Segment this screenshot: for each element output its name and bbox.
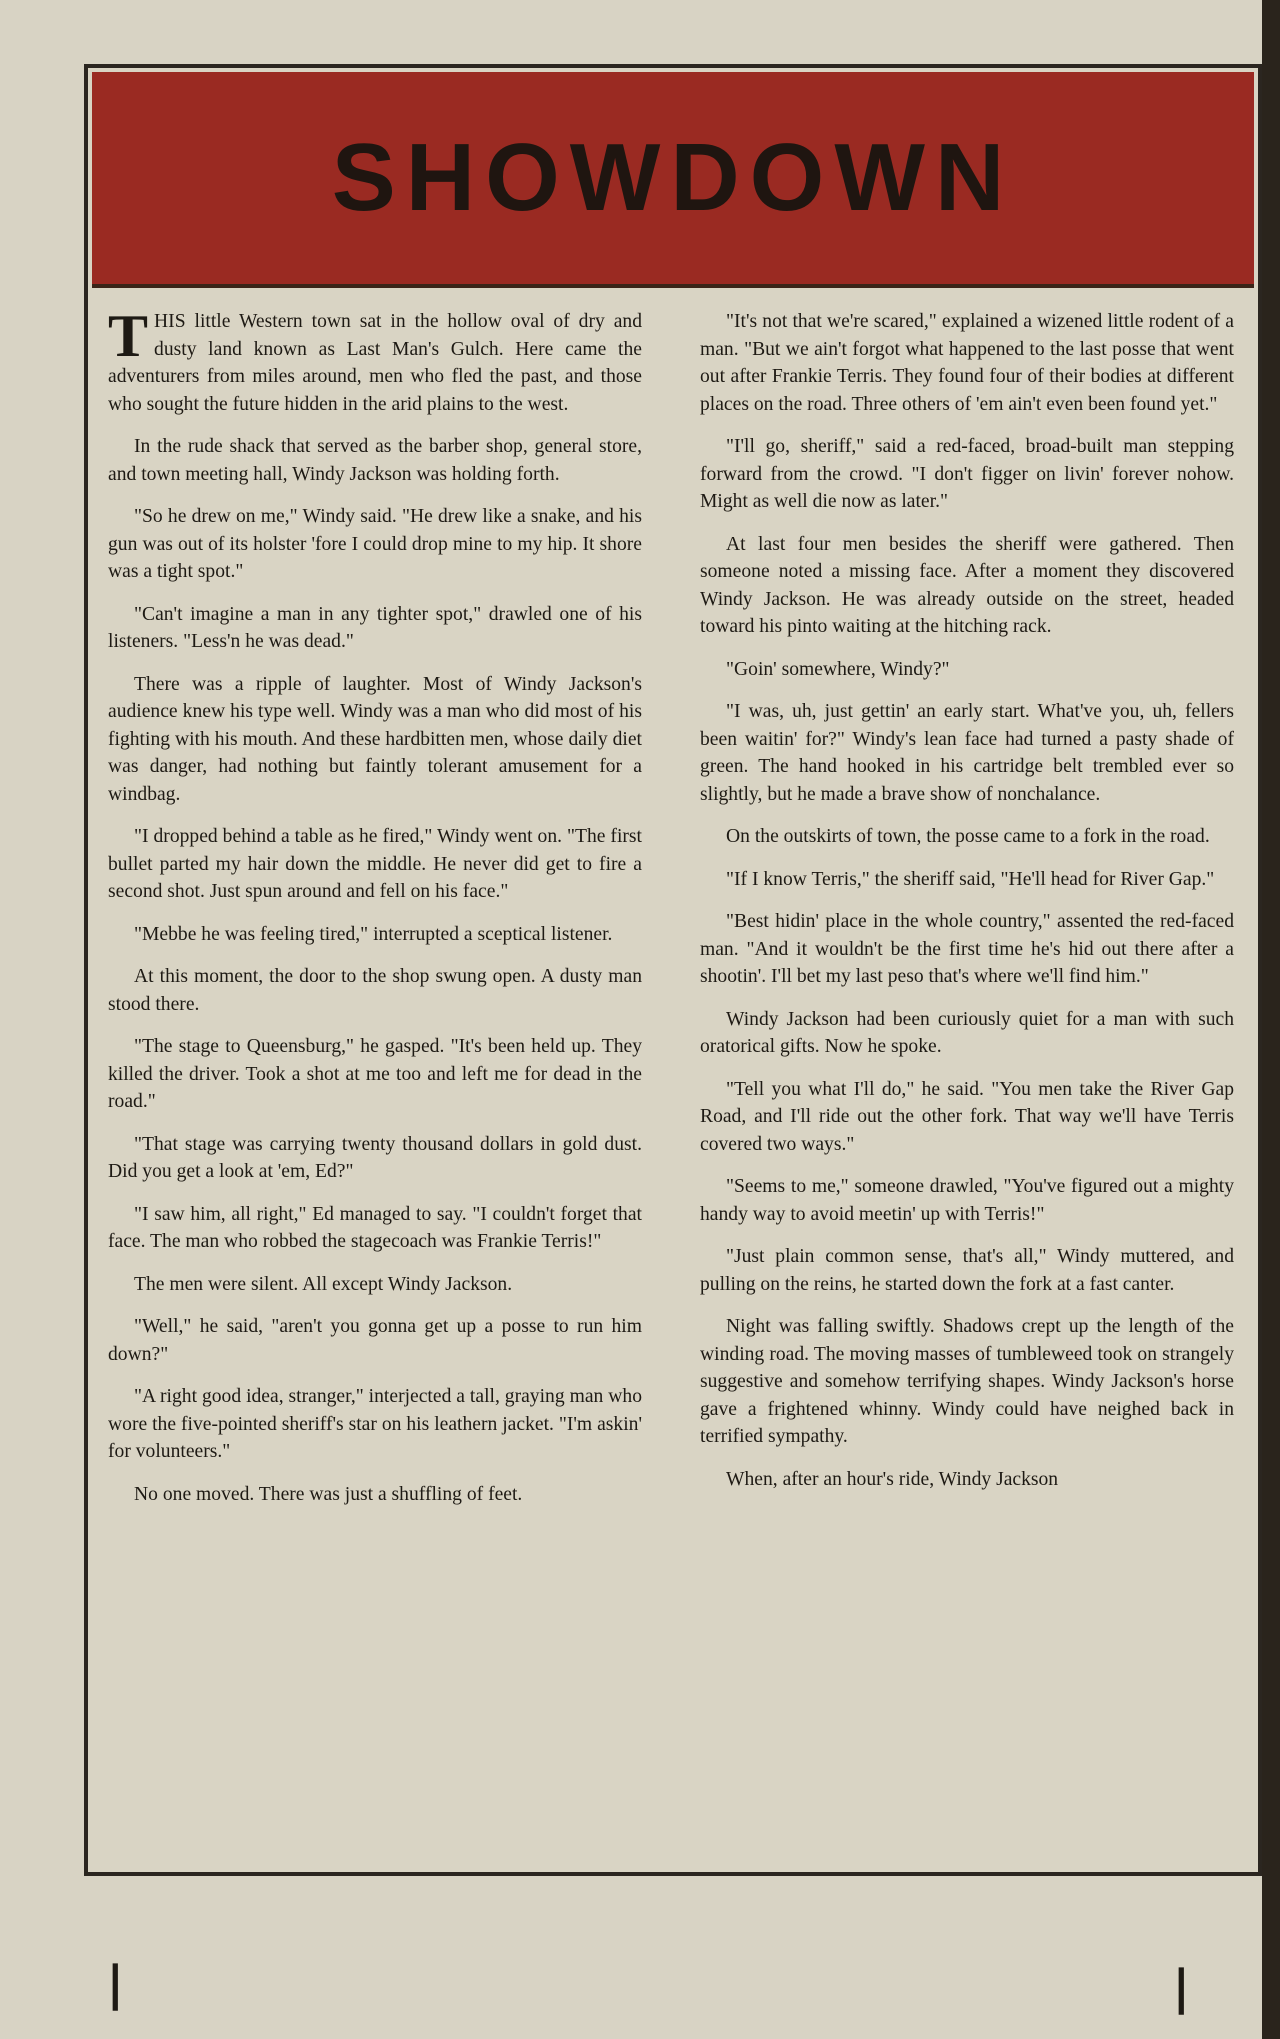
paragraph: "Well," he said, "aren't you gonna get up a posse to run him down?" xyxy=(108,1316,642,1365)
page-edge-shadow xyxy=(1262,0,1280,2039)
paragraph: In the rude shack that served as the barber shop, general store, and town meeting hall, Windy Jackson was holding forth. xyxy=(108,436,642,485)
paragraph: "I'll go, sheriff," said a red-faced, broad-built man stepping forward from the crowd. "I don't figger on livin' forever nohow. Might as well die now as later." xyxy=(700,436,1234,512)
paragraph: "Best hidin' place in the whole country," assented the red-faced man. "And it wouldn't be the first time he's hid out there after a shootin'. I'll bet my last peso that's where we'll find him." xyxy=(700,911,1234,987)
paragraph: "I dropped behind a table as he fired," Windy went on. "The first bullet parted my hair down the middle. He never did get to fire a second shot. Just spun around and fell on his face." xyxy=(108,826,642,902)
paragraph-text: HIS little Western town sat in the hollow oval of dry and dusty land known as Last Man's Gulch. Here came the adventurers from miles around, men who fled the past, and those who sought the future hidden in the arid plains to the west. xyxy=(108,311,642,415)
paragraph: "Mebbe he was feeling tired," interrupted a sceptical listener. xyxy=(134,923,613,945)
paragraph: No one moved. There was just a shuffling of feet. xyxy=(134,1483,523,1505)
paragraph: Windy Jackson had been curiously quiet for a man with such oratorical gifts. Now he spoke. xyxy=(700,1008,1234,1057)
paragraph: There was a ripple of laughter. Most of Windy Jackson's audience knew his type well. Windy was a man who did most of his fighting with his mouth. And these hardbitten men, whose daily diet was danger, had nothing but faintly tolerant amusement for a windbag. xyxy=(108,673,642,805)
margin-mark-right: ❘ xyxy=(1162,1962,1201,2013)
paragraph: "It's not that we're scared," explained a wizened little rodent of a man. "But we ain't forgot what happened to the last posse that went out after Frankie Terris. They found four of their bodies at different places on the road. Three others of 'em ain't even been found yet." xyxy=(700,311,1234,415)
paragraph: At this moment, the door to the shop swung open. A dusty man stood there. xyxy=(108,966,642,1015)
paragraph: "Can't imagine a man in any tighter spot," drawled one of his listeners. "Less'n he was dead." xyxy=(108,603,642,652)
title-banner xyxy=(92,72,1254,288)
paragraph: At last four men besides the sheriff were gathered. Then someone noted a missing face. After a moment they discovered Windy Jackson. He was already outside on the street, headed toward his pinto waiting at the hitching rack. xyxy=(700,533,1234,637)
right-column xyxy=(700,308,1234,1856)
paragraph: "If I know Terris," the sheriff said, "He'll head for River Gap." xyxy=(726,868,1215,890)
paragraph: "Just plain common sense, that's all," Windy muttered, and pulling on the reins, he started down the fork at a fast canter. xyxy=(700,1246,1234,1295)
paragraph: On the outskirts of town, the posse came to a fork in the road. xyxy=(726,826,1210,847)
paragraph: When, after an hour's ride, Windy Jackson xyxy=(726,1468,1059,1490)
story-title: SHOWDOWN xyxy=(331,124,1015,231)
left-column xyxy=(108,308,642,1856)
paragraph: "I was, uh, just gettin' an early start. What've you, uh, fellers been waitin' for?" Windy's lean face had turned a pasty shade of green. The hand hooked in his cartridge belt trembled ever so slightly, but he made a brave show of nonchalance. xyxy=(700,701,1234,805)
paragraph: "Tell you what I'll do," he said. "You men take the River Gap Road, and I'll ride out the other fork. That way we'll have Terris covered two ways." xyxy=(700,1078,1234,1155)
paragraph: The men were silent. All except Windy Jackson. xyxy=(134,1273,513,1295)
paragraph: "Seems to me," someone drawled, "You've figured out a mighty handy way to avoid meetin' up with Terris!" xyxy=(700,1176,1234,1225)
paragraph xyxy=(108,308,642,418)
margin-mark-left: ❘ xyxy=(96,1958,135,2009)
story-body xyxy=(108,308,1234,1856)
paragraph: "Goin' somewhere, Windy?" xyxy=(726,658,950,680)
paragraph: "So he drew on me," Windy said. "He drew like a snake, and his gun was out of its holster 'fore I could drop mine to my hip. It shore was a tight spot." xyxy=(108,506,642,582)
paragraph: "That stage was carrying twenty thousand dollars in gold dust. Did you get a look at 'em, Ed?" xyxy=(108,1133,642,1182)
paragraph: "A right good idea, stranger," interjected a tall, graying man who wore the five-pointed sheriff's star on his leathern jacket. "I'm askin' for volunteers." xyxy=(108,1386,642,1462)
paragraph: "The stage to Queensburg," he gasped. "It's been held up. They killed the driver. Took a shot at me too and left me for dead in the road." xyxy=(108,1036,642,1112)
paragraph: "I saw him, all right," Ed managed to say. "I couldn't forget that face. The man who robbed the stagecoach was Frankie Terris!" xyxy=(108,1203,642,1252)
story-frame xyxy=(84,64,1262,1876)
drop-cap: T xyxy=(108,308,149,369)
paragraph: Night was falling swiftly. Shadows crept up the length of the winding road. The moving masses of tumbleweed took on strangely suggestive and somehow terrifying shapes. Windy Jackson's horse gave a frightened whinny. Windy could have neighed back in terrified sympathy. xyxy=(700,1316,1234,1447)
